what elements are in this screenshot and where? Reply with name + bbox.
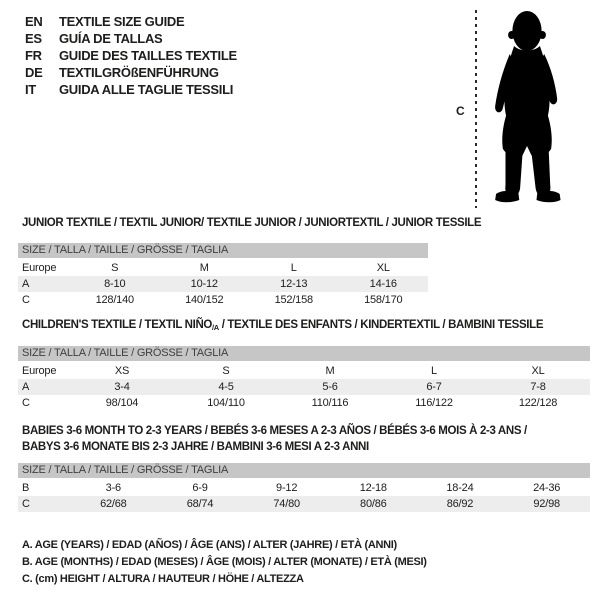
language-row: [25, 30, 237, 47]
language-label: GUIDE DES TAILLES TEXTILE: [59, 48, 237, 63]
section-title-text: BABYS 3-6 MONATE BIS 2-3 JAHRE / BAMBINI 3-6 MESI A 2-3 ANNI: [22, 441, 369, 453]
language-label: TEXTILGRÖßENFÜHRUNG: [59, 65, 219, 80]
value-cell: L: [290, 262, 297, 274]
table-row: [18, 276, 428, 292]
table-row: [18, 362, 590, 379]
row-label: Europe: [22, 262, 57, 274]
section-childrens-textile: [18, 317, 590, 411]
language-label: GUIDA ALLE TAGLIE TESSILI: [59, 82, 234, 97]
section-junior-textile: [18, 215, 481, 308]
value-cell: 128/140: [95, 294, 134, 306]
language-code: DE: [25, 65, 43, 80]
value-cell: 10-12: [160, 276, 250, 292]
section-title-line: [22, 317, 590, 334]
language-label: TEXTILE SIZE GUIDE: [59, 14, 185, 29]
value-cell: 140/152: [185, 294, 224, 306]
section-title: [22, 317, 590, 334]
value-cell: 24-36: [533, 482, 561, 494]
section-title-text: /A: [212, 323, 219, 332]
value-cell: 9-12: [276, 482, 298, 494]
language-code: IT: [25, 82, 36, 97]
value-cell: XL: [376, 262, 390, 274]
value-cell: L: [431, 365, 437, 377]
value-cell: 12-13: [249, 276, 339, 292]
value-cell: 14-16: [339, 276, 429, 292]
language-code: EN: [25, 14, 43, 29]
value-cell: 92/98: [503, 496, 590, 512]
size-header-band: SIZE / TALLA / TAILLE / GRÖSSE / TAGLIA: [18, 463, 590, 479]
language-row: [25, 64, 237, 81]
section-title: [22, 423, 590, 455]
section-title-line: [22, 439, 590, 455]
language-code: FR: [25, 48, 42, 63]
table-row: [18, 479, 590, 496]
value-cell: XS: [114, 365, 130, 377]
value-cell: 8-10: [70, 276, 160, 292]
footnote: B. AGE (MONTHS) / EDAD (MESES) / ÂGE (MOIS) / ALTER (MONATE) / ETÀ (MESI): [22, 556, 427, 568]
section-title-text: CHILDREN'S TEXTILE / TEXTIL NIÑO: [22, 319, 213, 331]
language-label: GUÍA DE TALLAS: [59, 31, 163, 46]
table-row: [18, 395, 590, 411]
size-table-junior: [18, 243, 428, 308]
value-cell: 104/110: [207, 397, 245, 409]
value-cell: 98/104: [105, 397, 139, 409]
size-header-band: SIZE / TALLA / TAILLE / GRÖSSE / TAGLIA: [18, 243, 428, 259]
language-list: [25, 13, 237, 98]
language-row: [25, 47, 237, 64]
height-label: C: [456, 104, 465, 118]
value-cell: 5-6: [278, 379, 382, 395]
size-header-band-row: [18, 346, 590, 362]
height-dotted-line: [475, 10, 477, 208]
footnotes: [22, 537, 427, 588]
value-cell: 74/80: [243, 496, 330, 512]
footnote: C. (cm) HEIGHT / ALTURA / HAUTEUR / HÖHE / ALTEZZA: [22, 573, 304, 585]
baby-figure: [440, 0, 600, 220]
section-title-line: [22, 215, 481, 231]
value-cell: 3-6: [105, 482, 121, 494]
section-title-text: JUNIOR TEXTILE / TEXTIL JUNIOR/ TEXTILE JUNIOR / JUNIORTEXTIL / JUNIOR TESSILE: [22, 217, 482, 229]
language-code: ES: [25, 31, 42, 46]
table-row: [18, 379, 590, 395]
language-row: [25, 81, 237, 98]
value-cell: 116/122: [415, 397, 453, 409]
footnote: A. AGE (YEARS) / EDAD (AÑOS) / ÂGE (ANS) / ALTER (JAHRE) / ETÀ (ANNI): [22, 539, 397, 551]
value-cell: M: [199, 262, 209, 274]
value-cell: 18-24: [446, 482, 474, 494]
section-title: [22, 215, 481, 231]
value-cell: 62/68: [70, 496, 157, 512]
table-row: [18, 292, 428, 308]
value-cell: 86/92: [417, 496, 504, 512]
section-title-line: [22, 423, 590, 439]
value-cell: 80/86: [330, 496, 417, 512]
language-row: [25, 13, 237, 30]
section-babies-textile: [18, 423, 590, 512]
section-title-text: / TEXTILE DES ENFANTS / KINDERTEXTIL / BAMBINI TESSILE: [218, 319, 544, 331]
value-cell: S: [111, 262, 119, 274]
size-table-children: [18, 346, 590, 411]
value-cell: 158/170: [364, 294, 403, 306]
row-label: C: [22, 294, 30, 306]
value-cell: 6-7: [382, 379, 486, 395]
size-header-band: SIZE / TALLA / TAILLE / GRÖSSE / TAGLIA: [18, 346, 590, 362]
table-row: [18, 259, 428, 276]
value-cell: 3-4: [70, 379, 174, 395]
row-label: C: [18, 496, 70, 512]
value-cell: 6-9: [192, 482, 208, 494]
size-table-babies: [18, 463, 590, 512]
value-cell: M: [325, 365, 335, 377]
row-label: A: [18, 276, 70, 292]
value-cell: 12-18: [359, 482, 387, 494]
value-cell: 122/128: [518, 397, 558, 409]
value-cell: XL: [531, 365, 545, 377]
row-label: B: [22, 482, 30, 494]
value-cell: 110/116: [311, 397, 349, 409]
value-cell: 7-8: [486, 379, 590, 395]
value-cell: 152/158: [274, 294, 313, 306]
size-header-band-row: [18, 463, 590, 479]
table-row: [18, 496, 590, 512]
size-header-band-row: [18, 243, 428, 259]
baby-silhouette-icon: [484, 8, 570, 208]
value-cell: 4-5: [174, 379, 278, 395]
row-label: Europe: [22, 365, 57, 377]
value-cell: 68/74: [157, 496, 244, 512]
section-title-text: BABIES 3-6 MONTH TO 2-3 YEARS / BEBÉS 3-6 MESES A 2-3 AÑOS / BÉBÉS 3-6 MOIS À 2-3 ANS /: [22, 425, 527, 437]
row-label: C: [22, 397, 30, 409]
row-label: A: [18, 379, 70, 395]
value-cell: S: [222, 365, 230, 377]
